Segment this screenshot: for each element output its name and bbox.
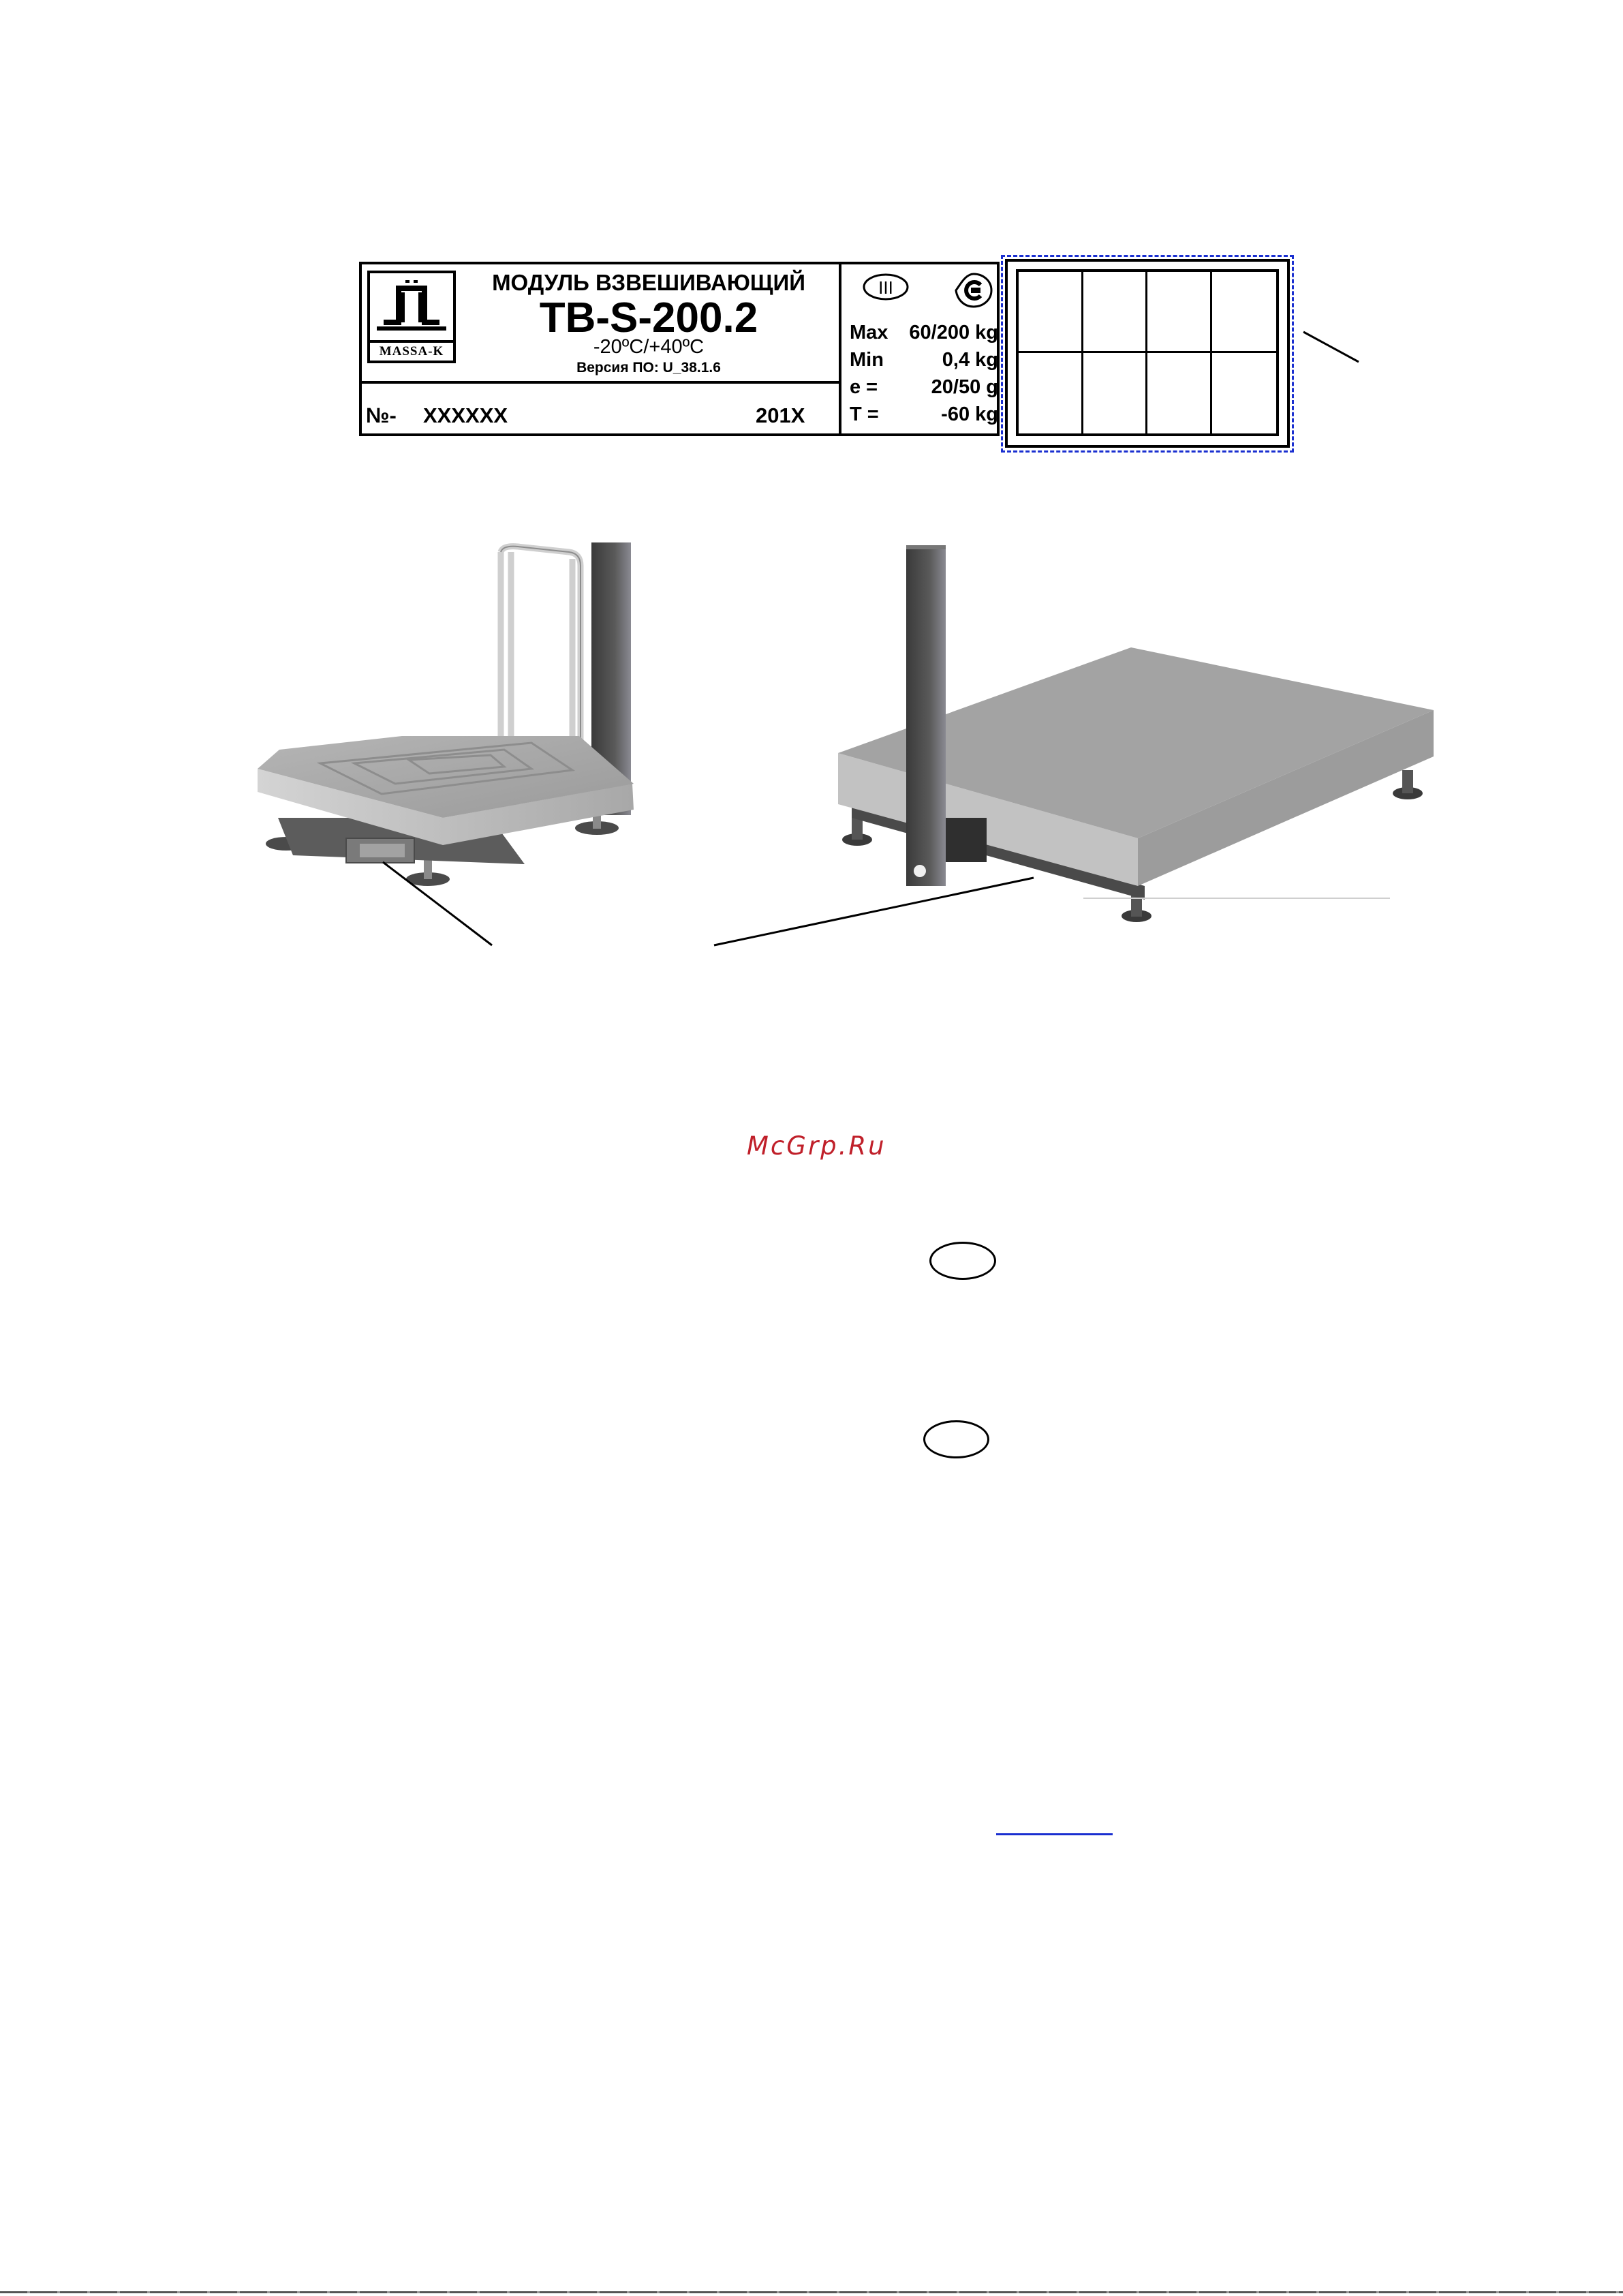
spec-min-value: 0,4 kg <box>942 349 998 371</box>
watermark: McGrp.Ru <box>747 1131 886 1161</box>
serial-value: XXXXXX <box>423 403 508 427</box>
spec-t-value: -60 kg <box>941 403 998 425</box>
spec-e-label: e = <box>850 376 878 398</box>
callout-ellipse <box>929 1242 996 1280</box>
manufacture-year: 201X <box>756 403 805 427</box>
temperature-range: -20ºC/+40ºC <box>593 336 705 358</box>
spec-t-label: T = <box>850 403 879 425</box>
leader-line-nameplate <box>1303 332 1359 362</box>
spec-e-value: 20/50 g <box>931 376 998 398</box>
spec-max-label: Max <box>850 322 888 343</box>
scale-with-handrail <box>258 542 634 886</box>
spec-min-label: Min <box>850 349 884 371</box>
firmware-version: Версия ПО: U_38.1.6 <box>576 360 721 376</box>
link-underline[interactable] <box>996 1833 1113 1835</box>
scales-illustration <box>0 0 1623 988</box>
model-name: TB-S-200.2 <box>539 294 758 341</box>
accuracy-class-text: III <box>878 277 893 298</box>
spec-max-value: 60/200 kg <box>909 322 998 343</box>
module-title: МОДУЛЬ ВЗВЕШИВАЮЩИЙ <box>492 270 805 295</box>
logo-text: MASSA-K <box>370 340 453 361</box>
page-bottom-rule <box>0 2291 1623 2293</box>
leader-line-right-scale <box>714 878 1034 945</box>
callout-ellipse <box>923 1420 989 1458</box>
serial-label: №- <box>366 403 397 427</box>
scale-platform-large <box>838 545 1434 922</box>
